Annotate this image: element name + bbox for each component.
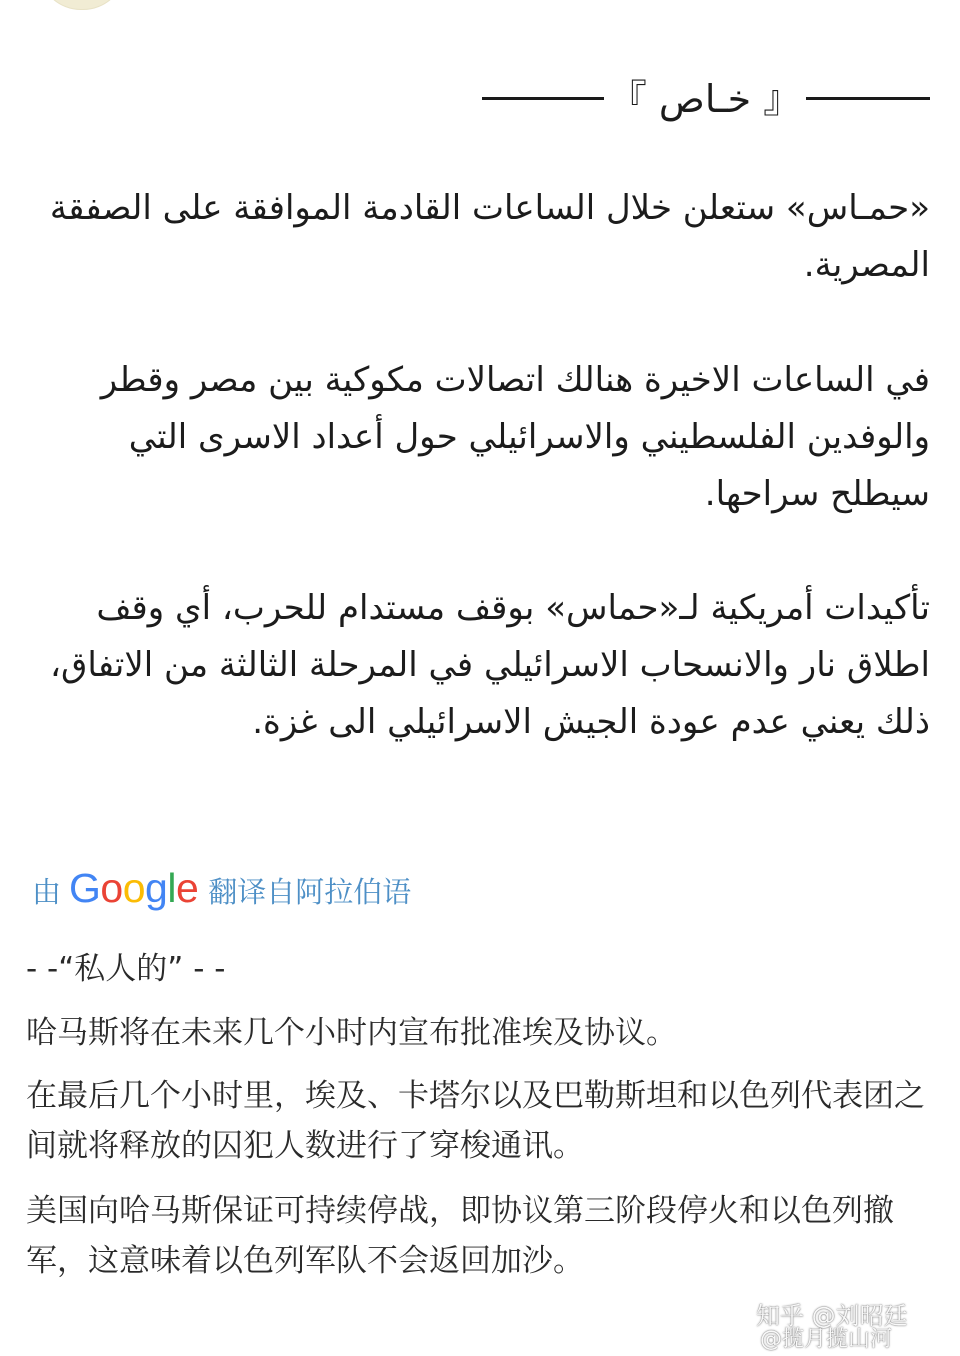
- google-logo-letter-o1: o: [100, 864, 123, 911]
- translate-source-label: 翻译自阿拉伯语: [208, 874, 412, 909]
- arabic-paragraph-3: تأكيدات أمريكية لـ«حماس» بوقف مستدام للحرب، أي وقف اطلاق نار والانسحاب الاسرائيلي في المرحلة الثالثة من الاتفاق، ذلك يعني عدم عودة الجيش الاسرائيلي الى غزة.: [50, 588, 930, 742]
- special-header: 『 خـاص 』: [608, 77, 802, 121]
- chinese-paragraph-3: 美国向哈马斯保证可持续停战，即协议第三阶段停火和以色列撤军，这意味着以色列军队不会返回加沙。: [26, 1193, 894, 1279]
- google-logo-letter-o2: o: [122, 864, 146, 911]
- arabic-paragraph-1: «حمـاس» ستعلن خلال الساعات القادمة الموافقة على الصفقة المصرية.: [49, 188, 930, 285]
- google-logo: [69, 865, 198, 912]
- cut-off-text-line: [60, 1346, 580, 1356]
- google-logo-letter-g2: g: [145, 864, 168, 911]
- translate-prefix: 由: [32, 874, 62, 909]
- zhihu-watermark: 知乎 @刘昭廷: [756, 1302, 908, 1330]
- google-logo-letter-l: l: [167, 864, 176, 911]
- chinese-heading: - -“私人的” - -: [26, 951, 226, 987]
- google-translate-attribution[interactable]: [32, 864, 412, 912]
- header-divider-right: [806, 97, 930, 100]
- arabic-paragraph-2: في الساعات الاخيرة هنالك اتصالات مكوكية بين مصر وقطر والوفدين الفلسطيني والاسرائيلي حول أعداد الاسرى التي سيطلح سراحها.: [100, 360, 930, 514]
- header-divider-left: [482, 97, 604, 100]
- avatar[interactable]: [38, 0, 126, 10]
- chinese-paragraph-2: 在最后几个小时里，埃及、卡塔尔以及巴勒斯坦和以色列代表团之间就将释放的囚犯人数进行了穿梭通讯。: [26, 1078, 925, 1164]
- chinese-paragraph-1: 哈马斯将在未来几个小时内宣布批准埃及协议。: [26, 1015, 677, 1051]
- google-logo-letter-g: G: [69, 864, 101, 911]
- weibo-watermark: @揽月揽山河: [760, 1327, 893, 1352]
- google-logo-letter-e: e: [175, 864, 199, 911]
